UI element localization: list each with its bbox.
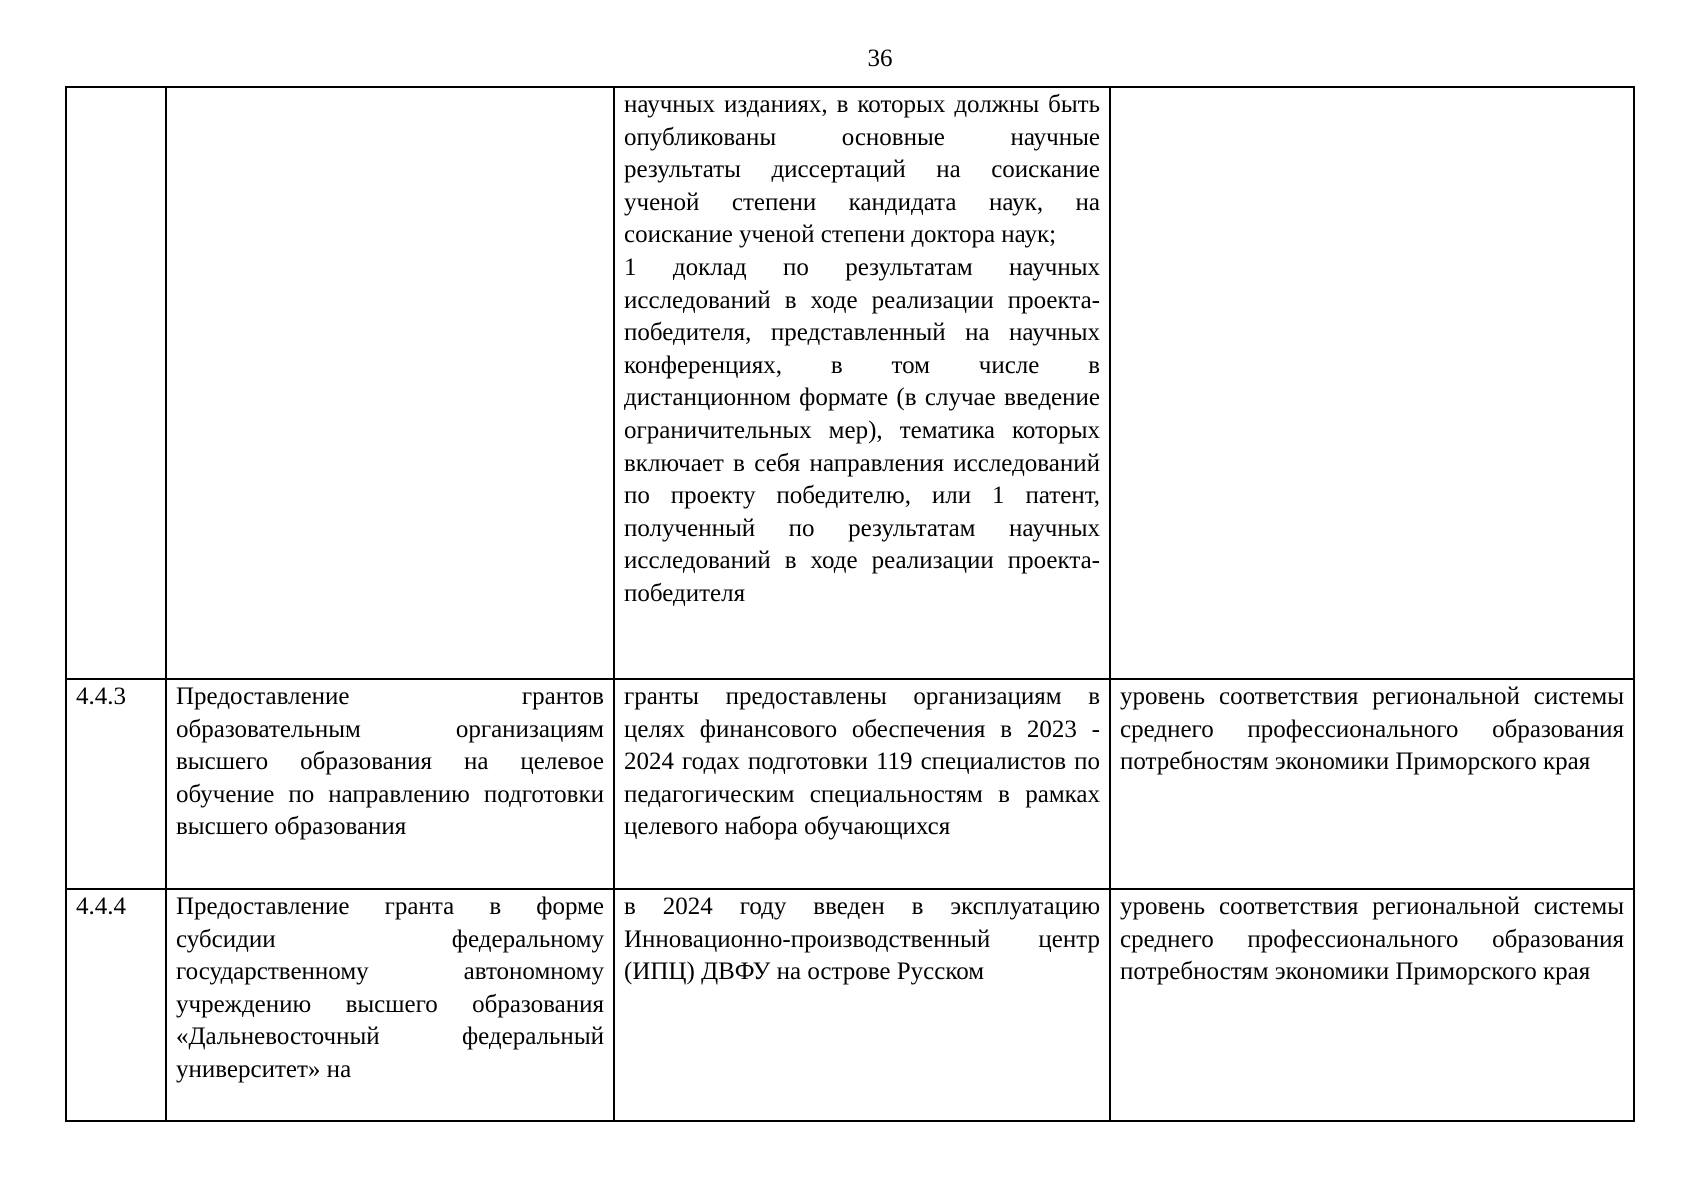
row-number-cell — [66, 87, 166, 679]
table-row — [66, 889, 1634, 1121]
indicator-cell: уровень соответствия региональной системы среднего профессионального образования потребностям экономики Приморского края — [1110, 679, 1634, 889]
page-number: 36 — [867, 45, 893, 72]
indicator-cell: уровень соответствия региональной системы среднего профессионального образования потребностям экономики Приморского края — [1110, 889, 1634, 1121]
result-paragraph: 1 доклад по результатам научных исследований в ходе реализации проекта-победителя, представленный на научных конференциях, в том числе в дистанционном формате (в случае введение ограничительных мер), тематика которых включает в себя направления исследований по проекту победителю, или 1 патент, полученный по результатам научных исследований в ходе реализации проекта-победителя — [624, 253, 1100, 607]
event-cell: Предоставление грантов образовательным организациям высшего образования на целевое обучение по направлению подготовки высшего образования — [166, 679, 614, 889]
result-paragraph: научных изданиях, в которых должны быть опубликованы основные научные результаты диссертаций на соискание ученой степени кандидата наук, на соискание ученой степени доктора наук; — [624, 91, 1100, 249]
result-cell — [614, 87, 1110, 679]
result-paragraph: гранты предоставлены организациям в целях финансового обеспечения в 2023 - 2024 годах подготовки 119 специалистов по педагогическим специальностям в рамках целевого набора обучающихся — [624, 683, 1100, 841]
result-paragraph: в 2024 году введен в эксплуатацию Инновационно-производственный центр (ИПЦ) ДВФУ на острове Русском — [624, 893, 1100, 986]
table-row — [66, 679, 1634, 889]
row-number-cell: 4.4.3 — [66, 679, 166, 889]
event-cell — [166, 87, 614, 679]
result-cell — [614, 679, 1110, 889]
result-cell — [614, 889, 1110, 1121]
event-cell: Предоставление гранта в форме субсидии федеральному государственному автономному учреждению высшего образования «Дальневосточный федеральный университет» на — [166, 889, 614, 1121]
program-table — [65, 86, 1635, 1122]
indicator-cell — [1110, 87, 1634, 679]
row-number-cell: 4.4.4 — [66, 889, 166, 1121]
table-row — [66, 87, 1634, 679]
